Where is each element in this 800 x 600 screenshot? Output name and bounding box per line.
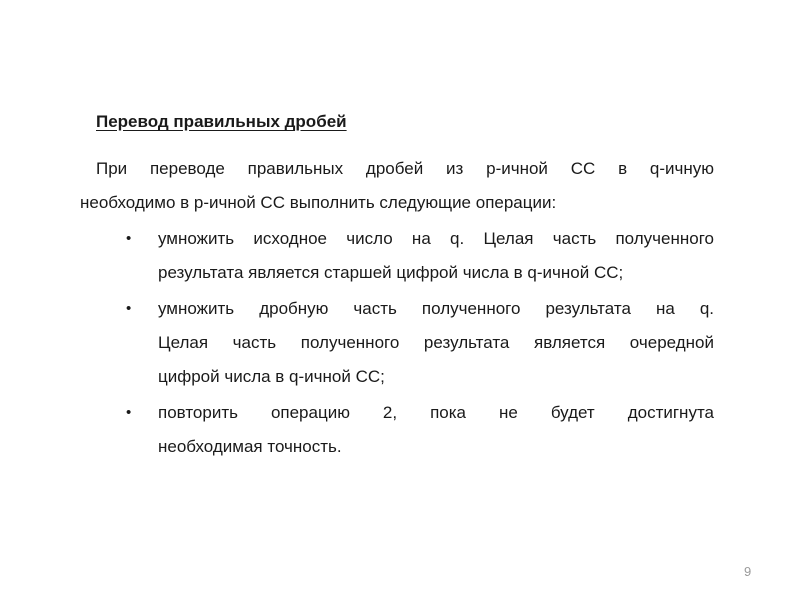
bullet-icon: • — [126, 300, 132, 317]
bullet-icon: • — [126, 404, 132, 421]
list-item-1-line-2: результата является старшей цифрой числа в q-ичной СС; — [158, 263, 624, 282]
intro-paragraph — [80, 152, 714, 220]
list-item-2-line-2: Целая часть полученного результата является очередной — [158, 333, 714, 352]
list-item-3-line-1: повторить операцию 2, пока не будет достигнута — [158, 403, 714, 422]
list-item-1-line-1: умножить исходное число на q. Целая часть полученного — [158, 229, 714, 248]
bullet-icon: • — [126, 230, 132, 247]
page-number: 9 — [744, 564, 752, 579]
slide-title: Перевод правильных дробей — [96, 112, 347, 131]
intro-line-1: При переводе правильных дробей из p-ичной СС в q-ичную — [96, 159, 714, 178]
operations-list — [80, 222, 714, 466]
list-item-3 — [80, 396, 714, 464]
intro-line-2: необходимо в p-ичной СС выполнить следующие операции: — [80, 193, 557, 212]
list-item-2 — [80, 292, 714, 394]
list-item-3-line-2: необходимая точность. — [158, 437, 342, 456]
list-item-2-line-3: цифрой числа в q-ичной СС; — [158, 367, 385, 386]
list-item-1 — [80, 222, 714, 290]
list-item-2-line-1: умножить дробную часть полученного результата на q. — [158, 299, 714, 318]
